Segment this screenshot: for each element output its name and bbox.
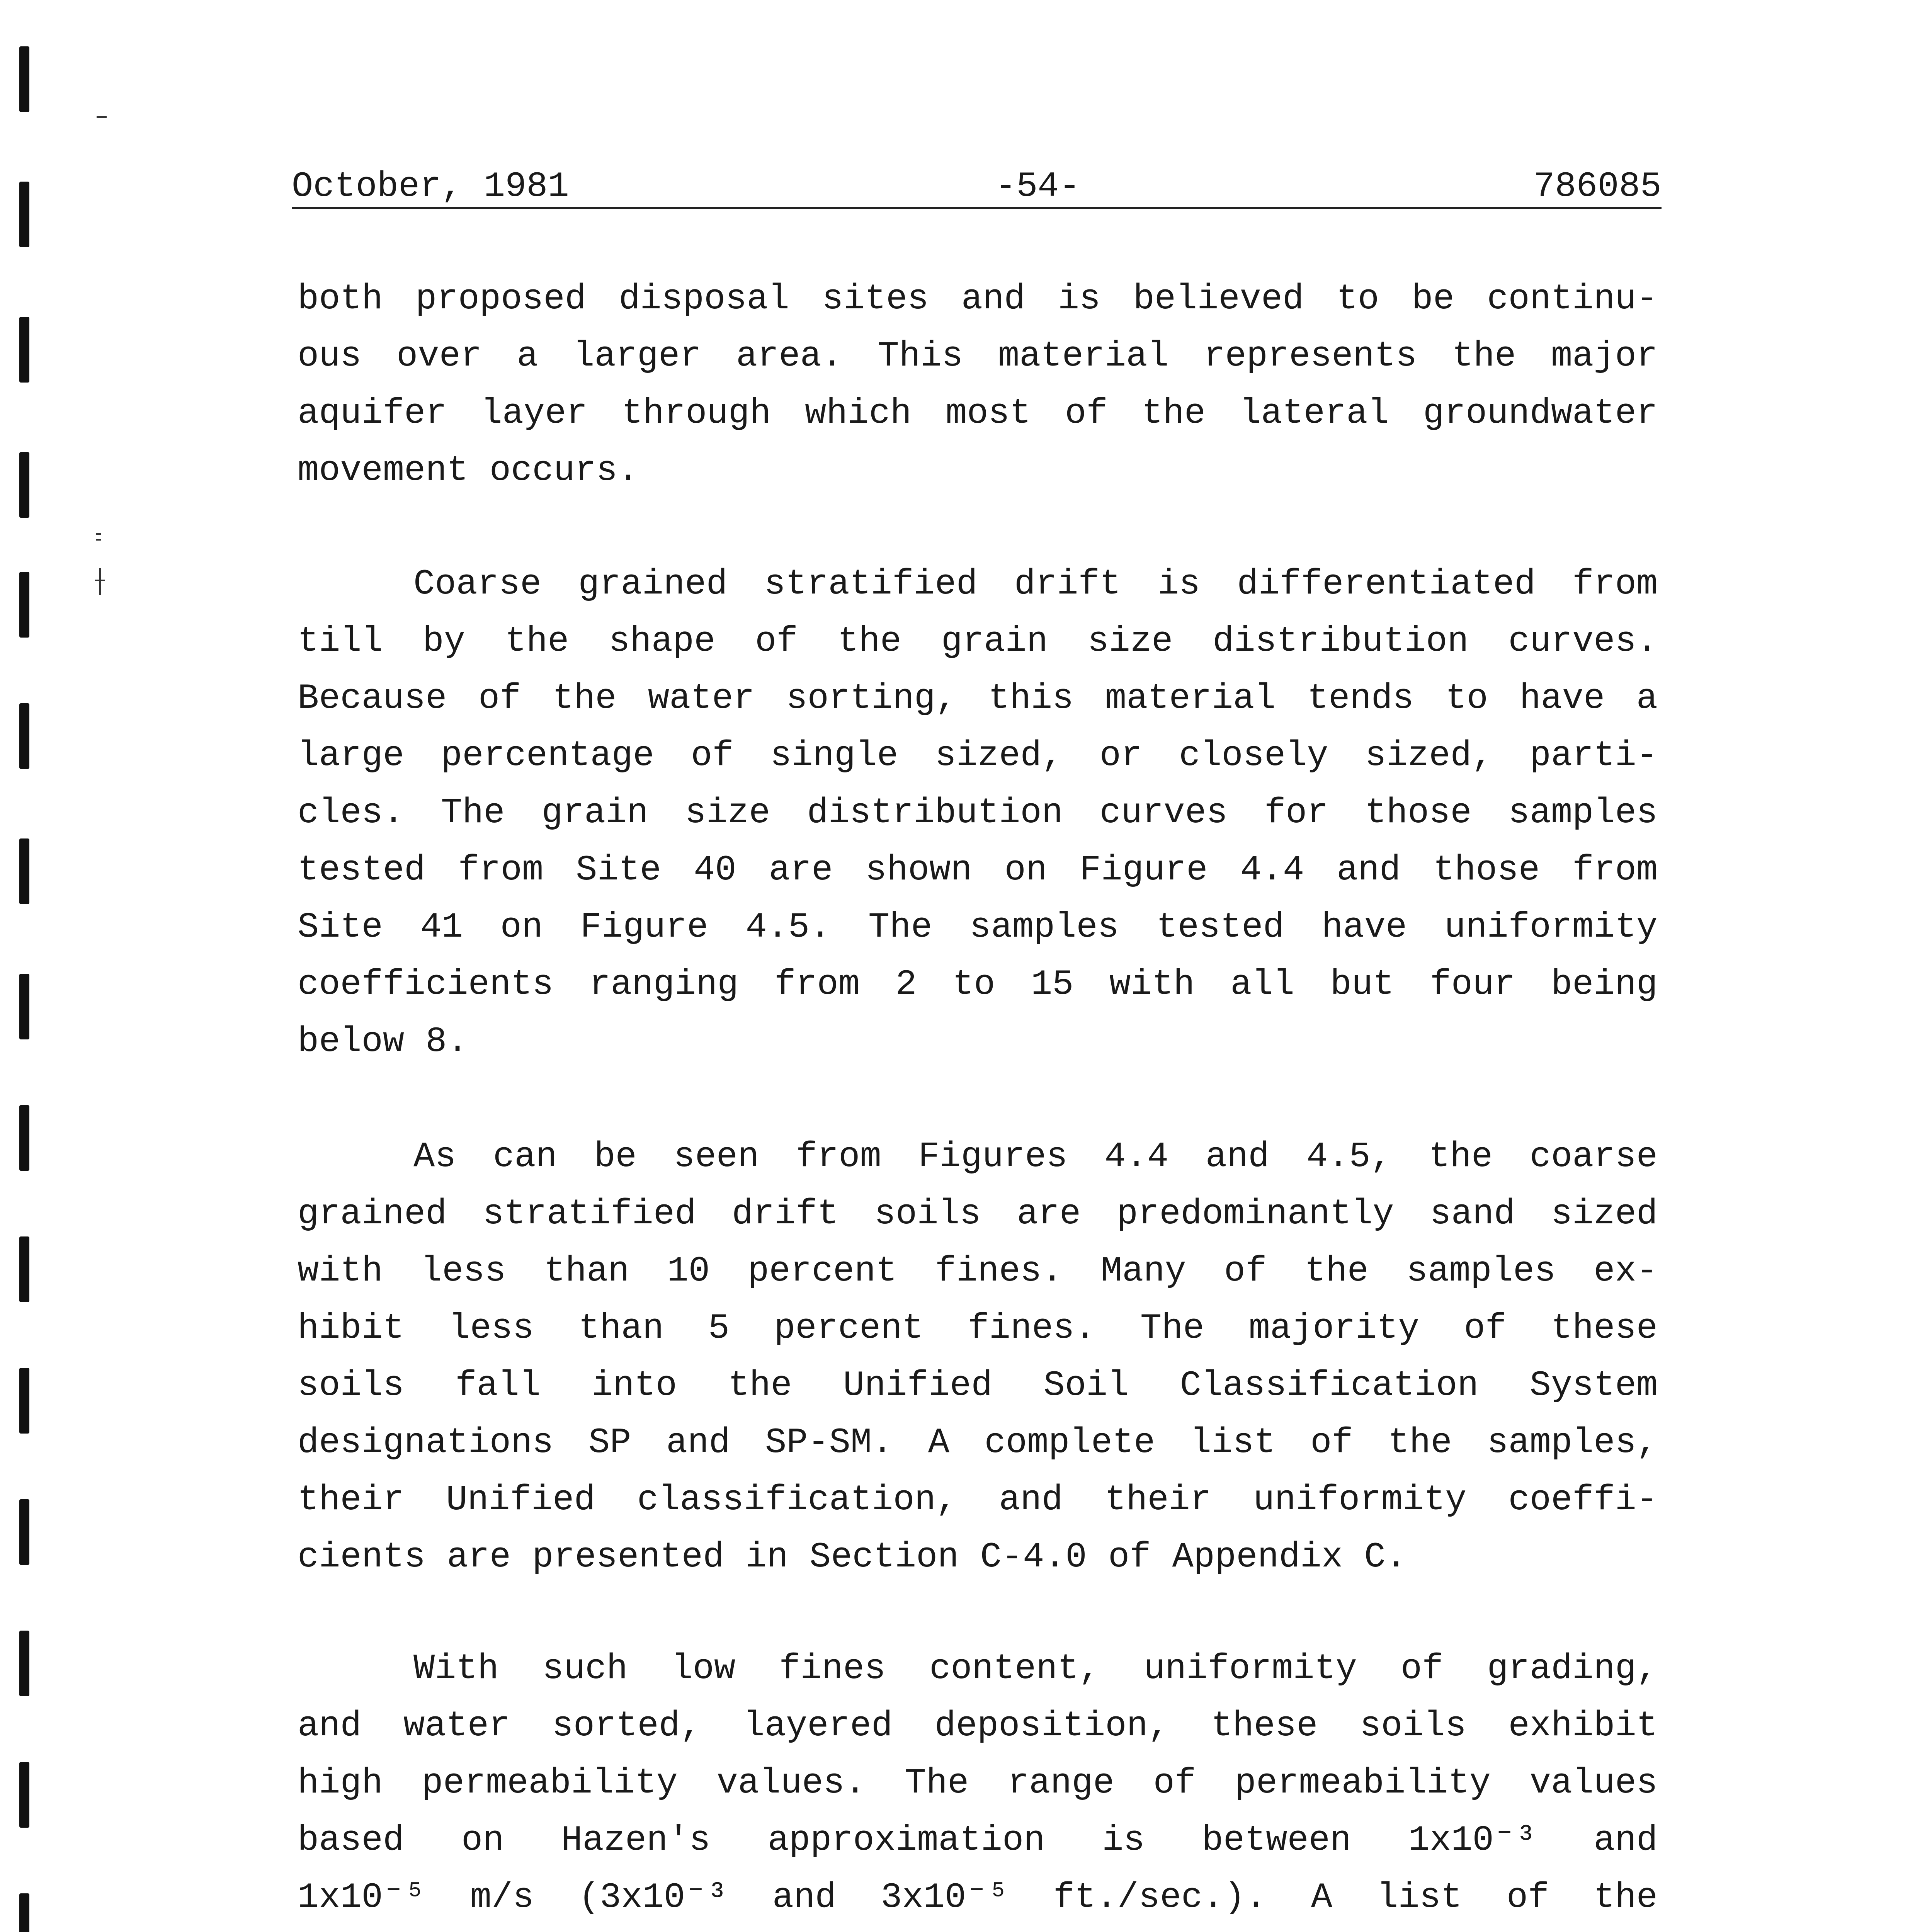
scan-mark bbox=[96, 539, 101, 541]
binder-punch-mark bbox=[19, 838, 29, 904]
scan-mark bbox=[95, 580, 105, 581]
text-line: below 8. bbox=[298, 1021, 468, 1062]
body-paragraph bbox=[298, 556, 1658, 1070]
binder-punch-mark bbox=[19, 1499, 29, 1565]
binder-punch-mark bbox=[19, 452, 29, 518]
binder-punch-mark bbox=[19, 572, 29, 638]
text-line bbox=[298, 1926, 1658, 1932]
text-line: cles. The grain size distribution curves for those samples bbox=[298, 793, 1658, 833]
body-paragraph bbox=[298, 270, 1658, 499]
text-line: designations SP and SP-SM. A complete list of the samples, bbox=[298, 1422, 1658, 1463]
text-line: aquifer layer through which most of the lateral groundwater bbox=[298, 393, 1658, 434]
text-line: high permeability values. The range of permeability values bbox=[298, 1763, 1658, 1803]
text-line: and water sorted, layered deposition, these soils exhibit bbox=[298, 1706, 1658, 1746]
text-line: Because of the water sorting, this material tends to have a bbox=[298, 678, 1658, 719]
page-header bbox=[292, 166, 1662, 209]
header-date: October, 1981 bbox=[292, 166, 569, 207]
text-line: movement occurs. bbox=[298, 450, 639, 491]
text-line: cients are presented in Section C-4.0 of Appendix C. bbox=[298, 1537, 1407, 1577]
binder-punch-mark bbox=[19, 974, 29, 1039]
text-line: 1x10⁻⁵ m/s (3x10⁻³ and 3x10⁻⁵ ft./sec.). A list of the bbox=[298, 1877, 1658, 1918]
body-paragraph bbox=[298, 1128, 1658, 1586]
binder-punch-mark bbox=[19, 1762, 29, 1828]
text-line: ous over a larger area. This material represents the major bbox=[298, 336, 1658, 376]
text-line: both proposed disposal sites and is believed to be continu- bbox=[298, 279, 1658, 319]
text-line: coefficients ranging from 2 to 15 with all but four being bbox=[298, 964, 1658, 1005]
binder-punch-mark bbox=[19, 1236, 29, 1302]
binder-punch-mark bbox=[19, 1105, 29, 1171]
binder-punch-mark bbox=[19, 1368, 29, 1434]
binder-punch-mark bbox=[19, 46, 29, 112]
body-paragraph bbox=[298, 1640, 1658, 1932]
text-line: With such low fines content, uniformity of grading, bbox=[413, 1648, 1658, 1689]
text-line: with less than 10 percent fines. Many of the samples ex- bbox=[298, 1251, 1658, 1291]
text-line: soils fall into the Unified Soil Classification System bbox=[298, 1365, 1658, 1406]
text-line: Site 41 on Figure 4.5. The samples tested have uniformity bbox=[298, 907, 1658, 947]
page-number: -54- bbox=[995, 166, 1080, 207]
binder-punch-mark bbox=[19, 1631, 29, 1696]
scan-mark bbox=[96, 533, 101, 535]
binder-punch-mark bbox=[19, 317, 29, 383]
text-line: grained stratified drift soils are predominantly sand sized bbox=[298, 1194, 1658, 1234]
text-line: hibit less than 5 percent fines. The majority of these bbox=[298, 1308, 1658, 1349]
binder-punch-mark bbox=[19, 182, 29, 247]
text-line: As can be seen from Figures 4.4 and 4.5, the coarse bbox=[413, 1136, 1658, 1177]
text-line: large percentage of single sized, or closely sized, parti- bbox=[298, 735, 1658, 776]
header-rule bbox=[292, 207, 1662, 209]
document-number: 786085 bbox=[1533, 166, 1662, 207]
binder-punch-mark bbox=[19, 1893, 29, 1932]
text-line: tested from Site 40 are shown on Figure 4.4 and those from bbox=[298, 850, 1658, 890]
text-line: Coarse grained stratified drift is differentiated from bbox=[413, 564, 1658, 604]
text-line: their Unified classification, and their uniformity coeffi- bbox=[298, 1480, 1658, 1520]
scan-mark bbox=[97, 116, 107, 118]
scan-mark bbox=[99, 568, 101, 595]
text-line: till by the shape of the grain size distribution curves. bbox=[298, 621, 1658, 662]
text-line: based on Hazen's approximation is between 1x10⁻³ and bbox=[298, 1820, 1658, 1861]
binder-punch-mark bbox=[19, 703, 29, 769]
